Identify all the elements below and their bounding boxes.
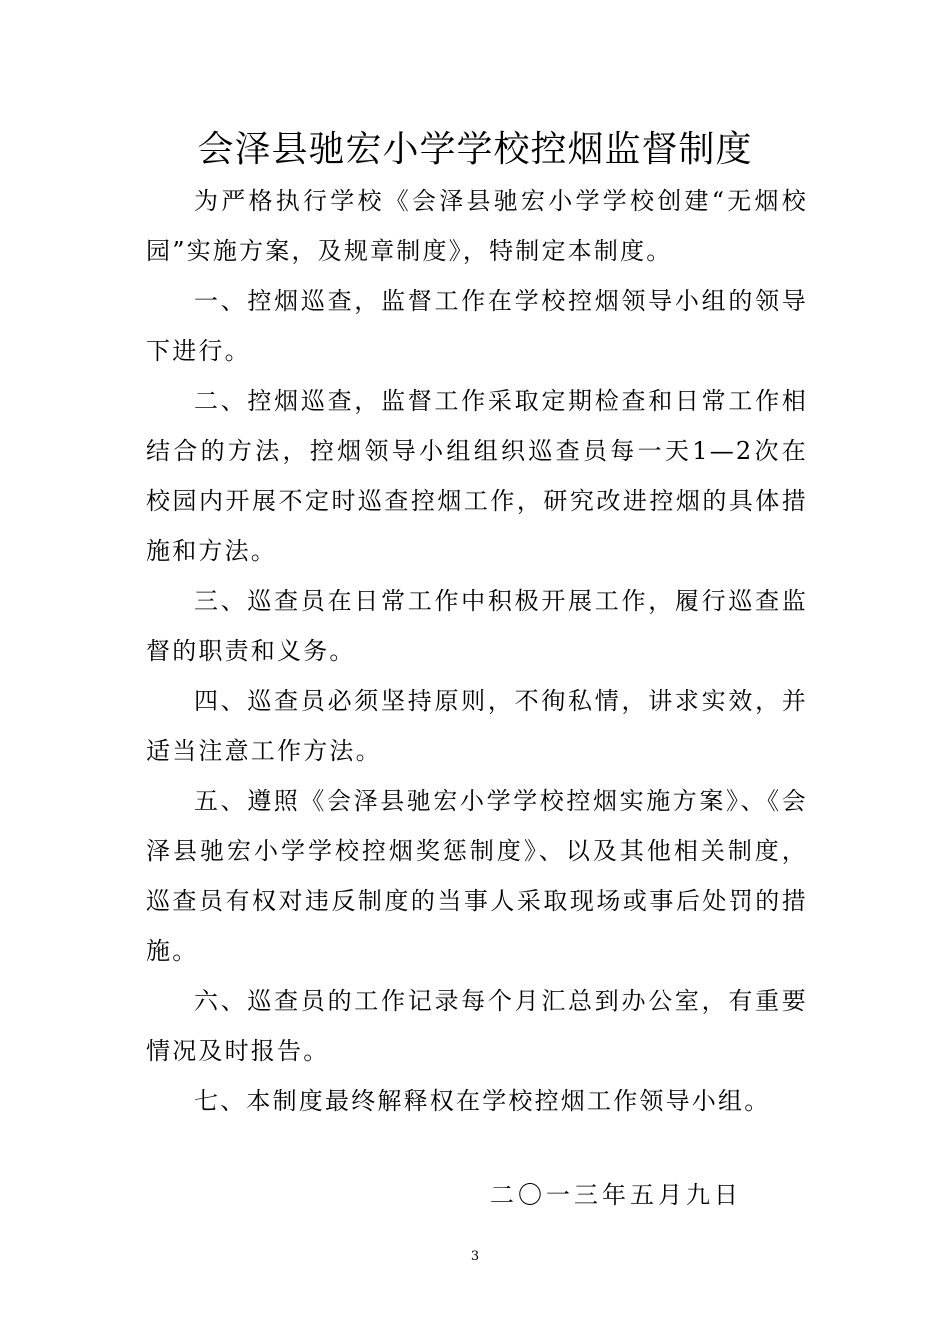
paragraph-item-4: 四、巡查员必须坚持原则，不徇私情，讲求实效，并适当注意工作方法。 [146,687,808,765]
paragraph-item-5: 五、遵照《会泽县驰宏小学学校控烟实施方案》、《会泽县驰宏小学学校控烟奖惩制度》、以及其他相关制度，巡查员有权对违反制度的当事人采取现场或事后处罚的措施。 [146,787,808,965]
document-date: 二〇一三年五月九日 [490,1181,742,1209]
paragraph-item-6: 六、巡查员的工作记录每个月汇总到办公室，有重要情况及时报告。 [146,987,808,1065]
paragraph-item-3: 三、巡查员在日常工作中积极开展工作，履行巡查监督的职责和义务。 [146,587,808,665]
document-title: 会泽县驰宏小学学校控烟监督制度 [197,129,753,170]
paragraph-item-2: 二、控烟巡查，监督工作采取定期检查和日常工作相结合的方法，控烟领导小组组织巡查员每一天1—2次在校园内开展不定时巡查控烟工作，研究改进控烟的具体措施和方法。 [146,387,808,565]
paragraph-item-7: 七、本制度最终解释权在学校控烟工作领导小组。 [194,1087,771,1115]
paragraph-item-1: 一、控烟巡查，监督工作在学校控烟领导小组的领导下进行。 [146,287,808,365]
paragraph-intro: 为严格执行学校《会泽县驰宏小学学校创建“无烟校园”实施方案，及规章制度》，特制定本制度。 [146,187,808,265]
document-body [146,176,808,1126]
page-number: 3 [470,1249,480,1264]
